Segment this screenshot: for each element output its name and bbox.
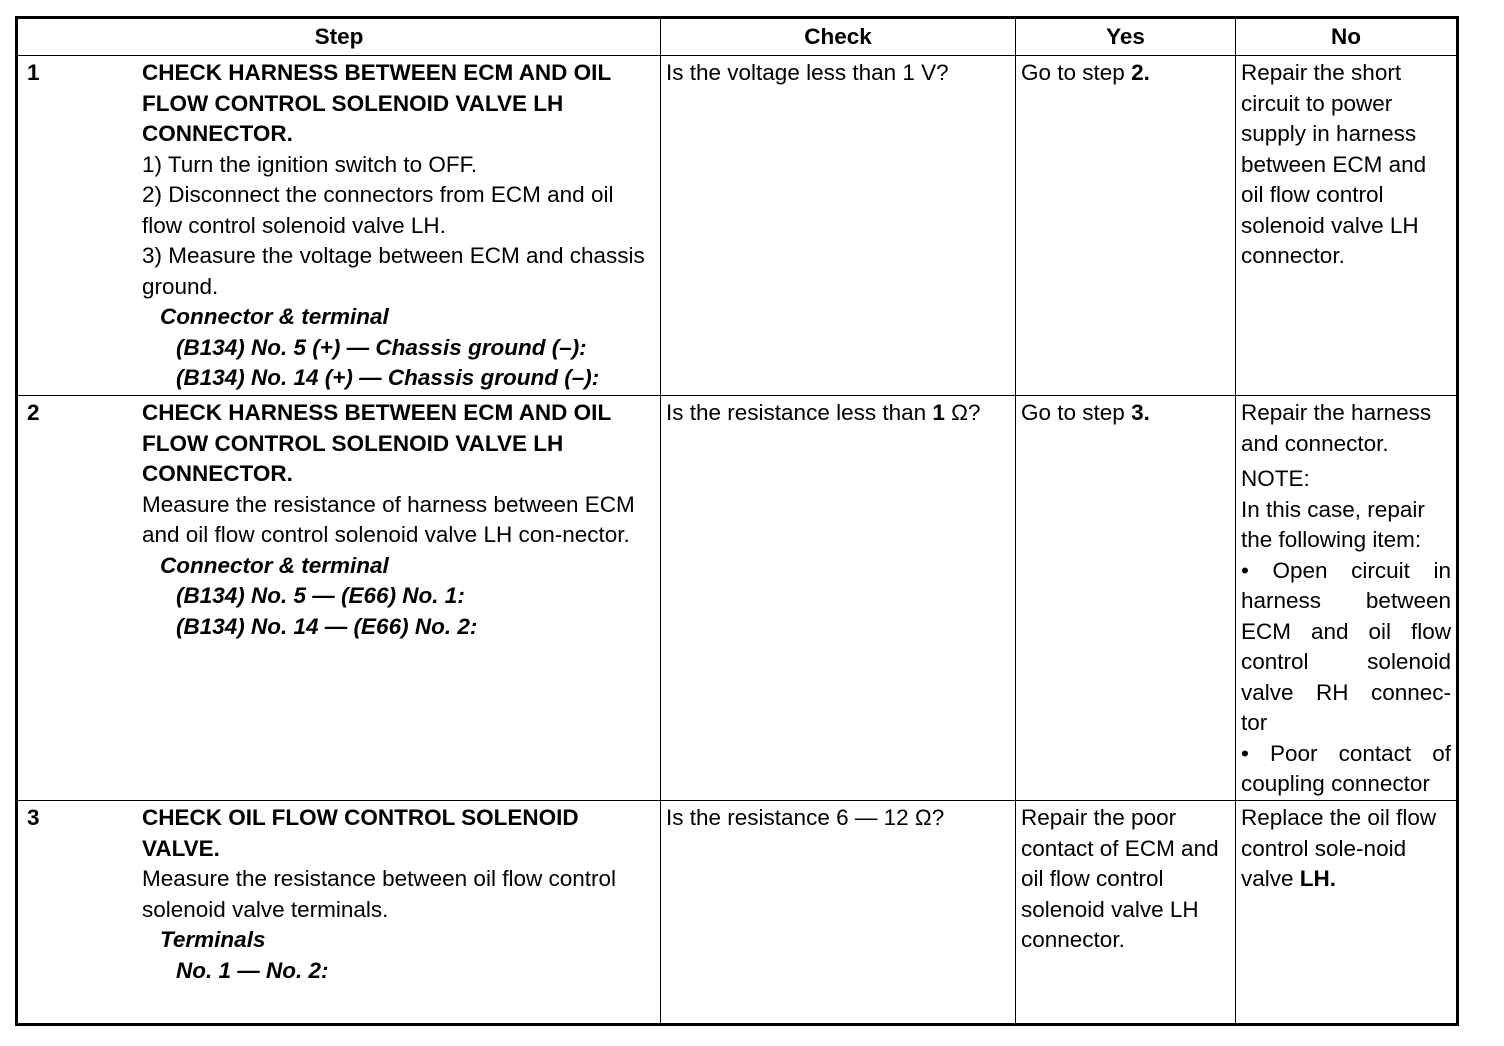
no-text-suffix: . [1329,866,1337,891]
header-check: Check [661,18,1016,56]
yes-step-ref: 3 [1131,400,1144,425]
note-label: NOTE: [1241,466,1310,491]
yes-text-suffix: . [1143,400,1150,425]
header-no: No [1236,18,1458,56]
yes-cell [1016,56,1236,396]
note-line: valve RH connec- [1241,679,1451,705]
terminal-spec: No. 1 — No. 2: [176,957,329,983]
terminal-spec: (B134) No. 14 — (E66) No. 2: [176,613,478,639]
note-line: • Poor contact of [1241,740,1451,766]
note-line: • Open circuit in [1241,557,1451,583]
step-cell [17,396,661,801]
diagnostic-table [15,16,1459,1026]
header-step: Step [17,18,661,56]
no-text: Replace the oil flow control sole-noid valve [1241,805,1437,891]
header-row [17,18,1458,56]
step-instruction: Measure the resistance between oil flow control solenoid valve terminals. [142,866,616,922]
table-row [17,801,1458,1025]
terminal-spec: (B134) No. 5 (+) — Chassis ground (–): [176,334,587,360]
step-cell [17,56,661,396]
note-line: the following item: [1241,527,1422,552]
table-row [17,56,1458,396]
step-instruction: 1) Turn the ignition switch to OFF. [142,151,478,177]
step-instruction: Measure the resistance of harness between ECM and oil flow control solenoid valve LH con-nector. [142,491,635,547]
no-text: Repair the harness [1241,400,1432,425]
terminal-spec: (B134) No. 14 (+) — Chassis ground (–): [176,365,600,390]
check-text: Is the resistance less than [666,400,933,425]
step-title: CHECK HARNESS BETWEEN ECM AND OIL FLOW CONTROL SOLENOID VALVE LH CONNECTOR. [142,60,611,146]
step-number: 2 [27,400,40,425]
yes-text: Go to step [1021,400,1132,425]
step-number: 1 [27,60,40,85]
table-row [17,396,1458,801]
terminal-label: Terminals [160,927,266,952]
note-line: coupling connector [1241,771,1430,796]
check-text-suffix: Ω? [944,400,981,425]
check-value: 1 [932,400,945,425]
no-text: and connector. [1241,430,1389,456]
yes-cell [1016,396,1236,801]
check-cell: Is the voltage less than 1 V? [661,56,1016,396]
no-cell: Repair the short circuit to power supply in harness between ECM and oil flow control solenoid valve LH connector. [1236,56,1458,396]
terminal-label: Connector & terminal [160,552,389,578]
step-cell [17,801,661,1025]
step-title: CHECK HARNESS BETWEEN ECM AND OIL FLOW CONTROL SOLENOID VALVE LH CONNECTOR. [142,400,611,486]
yes-cell: Repair the poor contact of ECM and oil flow control solenoid valve LH connector. [1016,801,1236,1025]
step-title: CHECK OIL FLOW CONTROL SOLENOID VALVE. [142,805,579,861]
yes-step-ref: 2 [1131,60,1144,85]
note-line: ECM and oil flow [1241,618,1451,644]
no-cell [1236,396,1458,801]
yes-text-suffix: . [1143,60,1150,85]
note-line: In this case, repair [1241,496,1425,522]
no-text-bold: LH [1299,866,1330,891]
check-cell [661,396,1016,801]
note-line: control solenoid [1241,649,1451,674]
note-line: harness between [1241,588,1451,613]
step-instruction: 3) Measure the voltage between ECM and chassis ground. [142,243,645,299]
terminal-label: Connector & terminal [160,304,389,329]
header-yes: Yes [1016,18,1236,56]
no-cell [1236,801,1458,1025]
note-line: tor [1241,710,1268,735]
step-instruction: 2) Disconnect the connectors from ECM and oil flow control solenoid valve LH. [142,182,614,238]
terminal-spec: (B134) No. 5 — (E66) No. 1: [176,583,465,608]
yes-text: Go to step [1021,60,1132,85]
step-number: 3 [27,805,40,830]
check-cell: Is the resistance 6 — 12 Ω? [661,801,1016,1025]
